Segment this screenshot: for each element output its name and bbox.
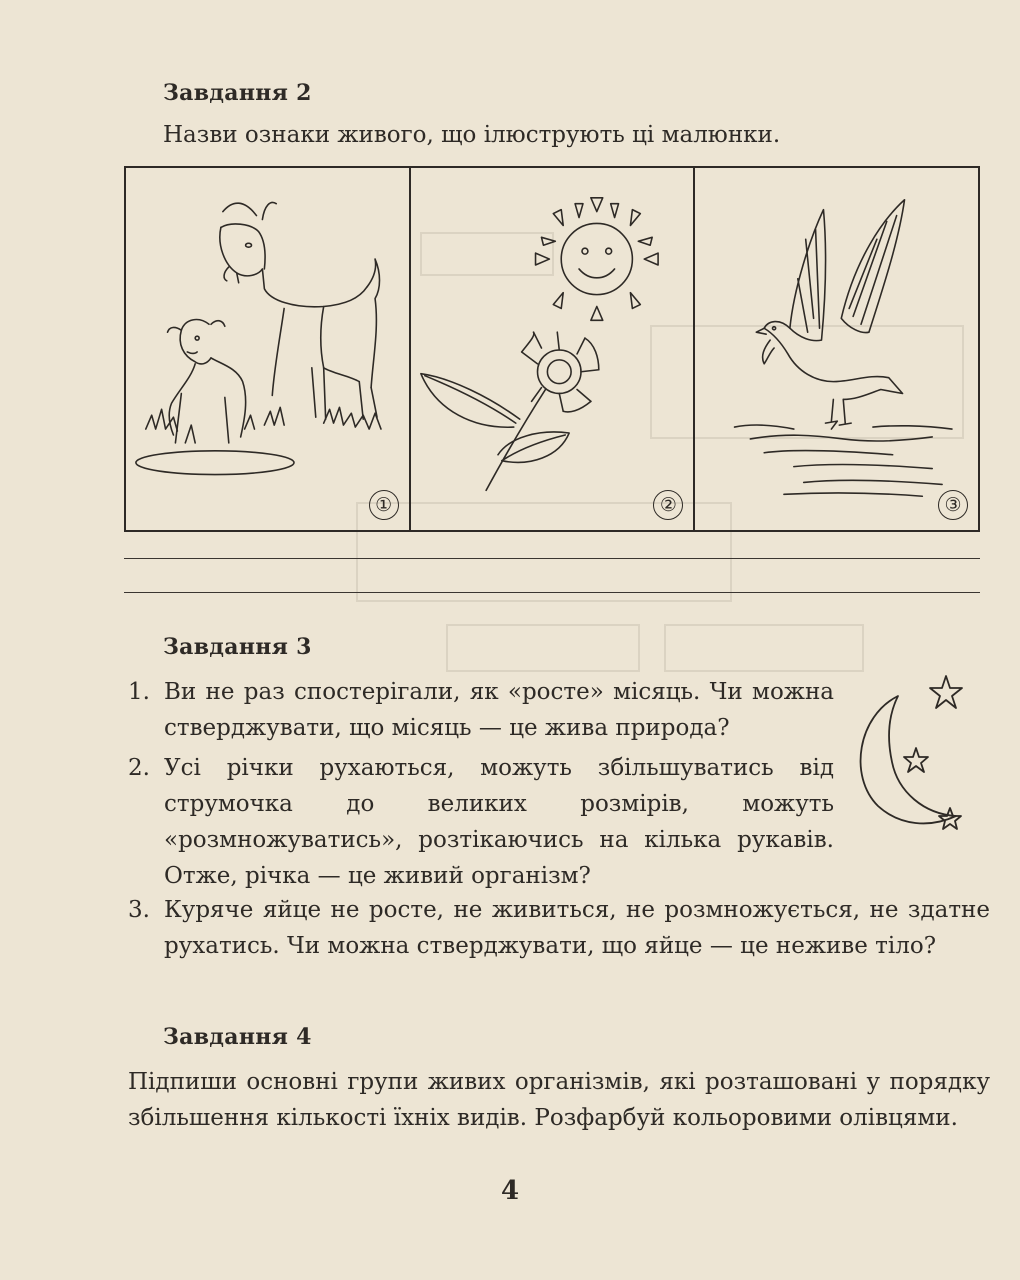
page-number: 4 xyxy=(500,1176,520,1206)
task2-prompt: Назви ознаки живого, що ілюструють ці малюнки. xyxy=(163,122,781,148)
bleed-through-shadow xyxy=(446,624,640,672)
sun-rays-icon xyxy=(535,198,658,321)
picture-strip xyxy=(124,166,980,532)
picture-number-3: ③ xyxy=(938,490,968,520)
task3-heading: Завдання 3 xyxy=(163,634,312,660)
star-icon xyxy=(904,748,928,772)
picture-panel-2 xyxy=(411,168,696,530)
star-icon xyxy=(930,676,962,708)
picture-panel-1 xyxy=(126,168,411,530)
question-text: Куряче яйце не росте, не живиться, не розмножується, не здатне рухатись. Чи можна стверджувати, що яйце — це неживе тіло? xyxy=(164,897,990,959)
picture-number-2: ② xyxy=(653,490,683,520)
question-number: 3. xyxy=(128,897,150,923)
task3-question-2 xyxy=(128,750,834,894)
picture-number-1: ① xyxy=(369,490,399,520)
question-text: Усі річки рухаються, можуть збільшуватись від струмочка до великих розмірів, можуть «розмножуватись», розтікаючись на кілька рукавів. Отже, річка — це живий організм? xyxy=(164,755,834,889)
picture-panel-3 xyxy=(695,168,978,530)
crescent-moon-icon xyxy=(838,666,978,846)
answer-line-2[interactable] xyxy=(124,592,980,593)
task4-heading: Завдання 4 xyxy=(163,1024,312,1050)
task3-question-1 xyxy=(128,674,834,746)
answer-line-1[interactable] xyxy=(124,558,980,559)
question-number: 1. xyxy=(128,679,150,705)
sun-and-sunflower-illustration xyxy=(411,168,694,530)
goat-illustration xyxy=(126,168,409,530)
seagull-illustration xyxy=(695,168,978,530)
task2-heading: Завдання 2 xyxy=(163,80,312,106)
question-number: 2. xyxy=(128,755,150,781)
task3-question-3 xyxy=(128,892,990,1000)
task4-text: Підпиши основні групи живих організмів, які розташовані у порядку збільшення кількості їхніх видів. Розфарбуй кольоровими олівцями. xyxy=(128,1069,990,1131)
question-text: Ви не раз спостерігали, як «росте» місяць. Чи можна стверджувати, що місяць — це жива природа? xyxy=(164,679,834,741)
bleed-through-shadow xyxy=(664,624,864,672)
